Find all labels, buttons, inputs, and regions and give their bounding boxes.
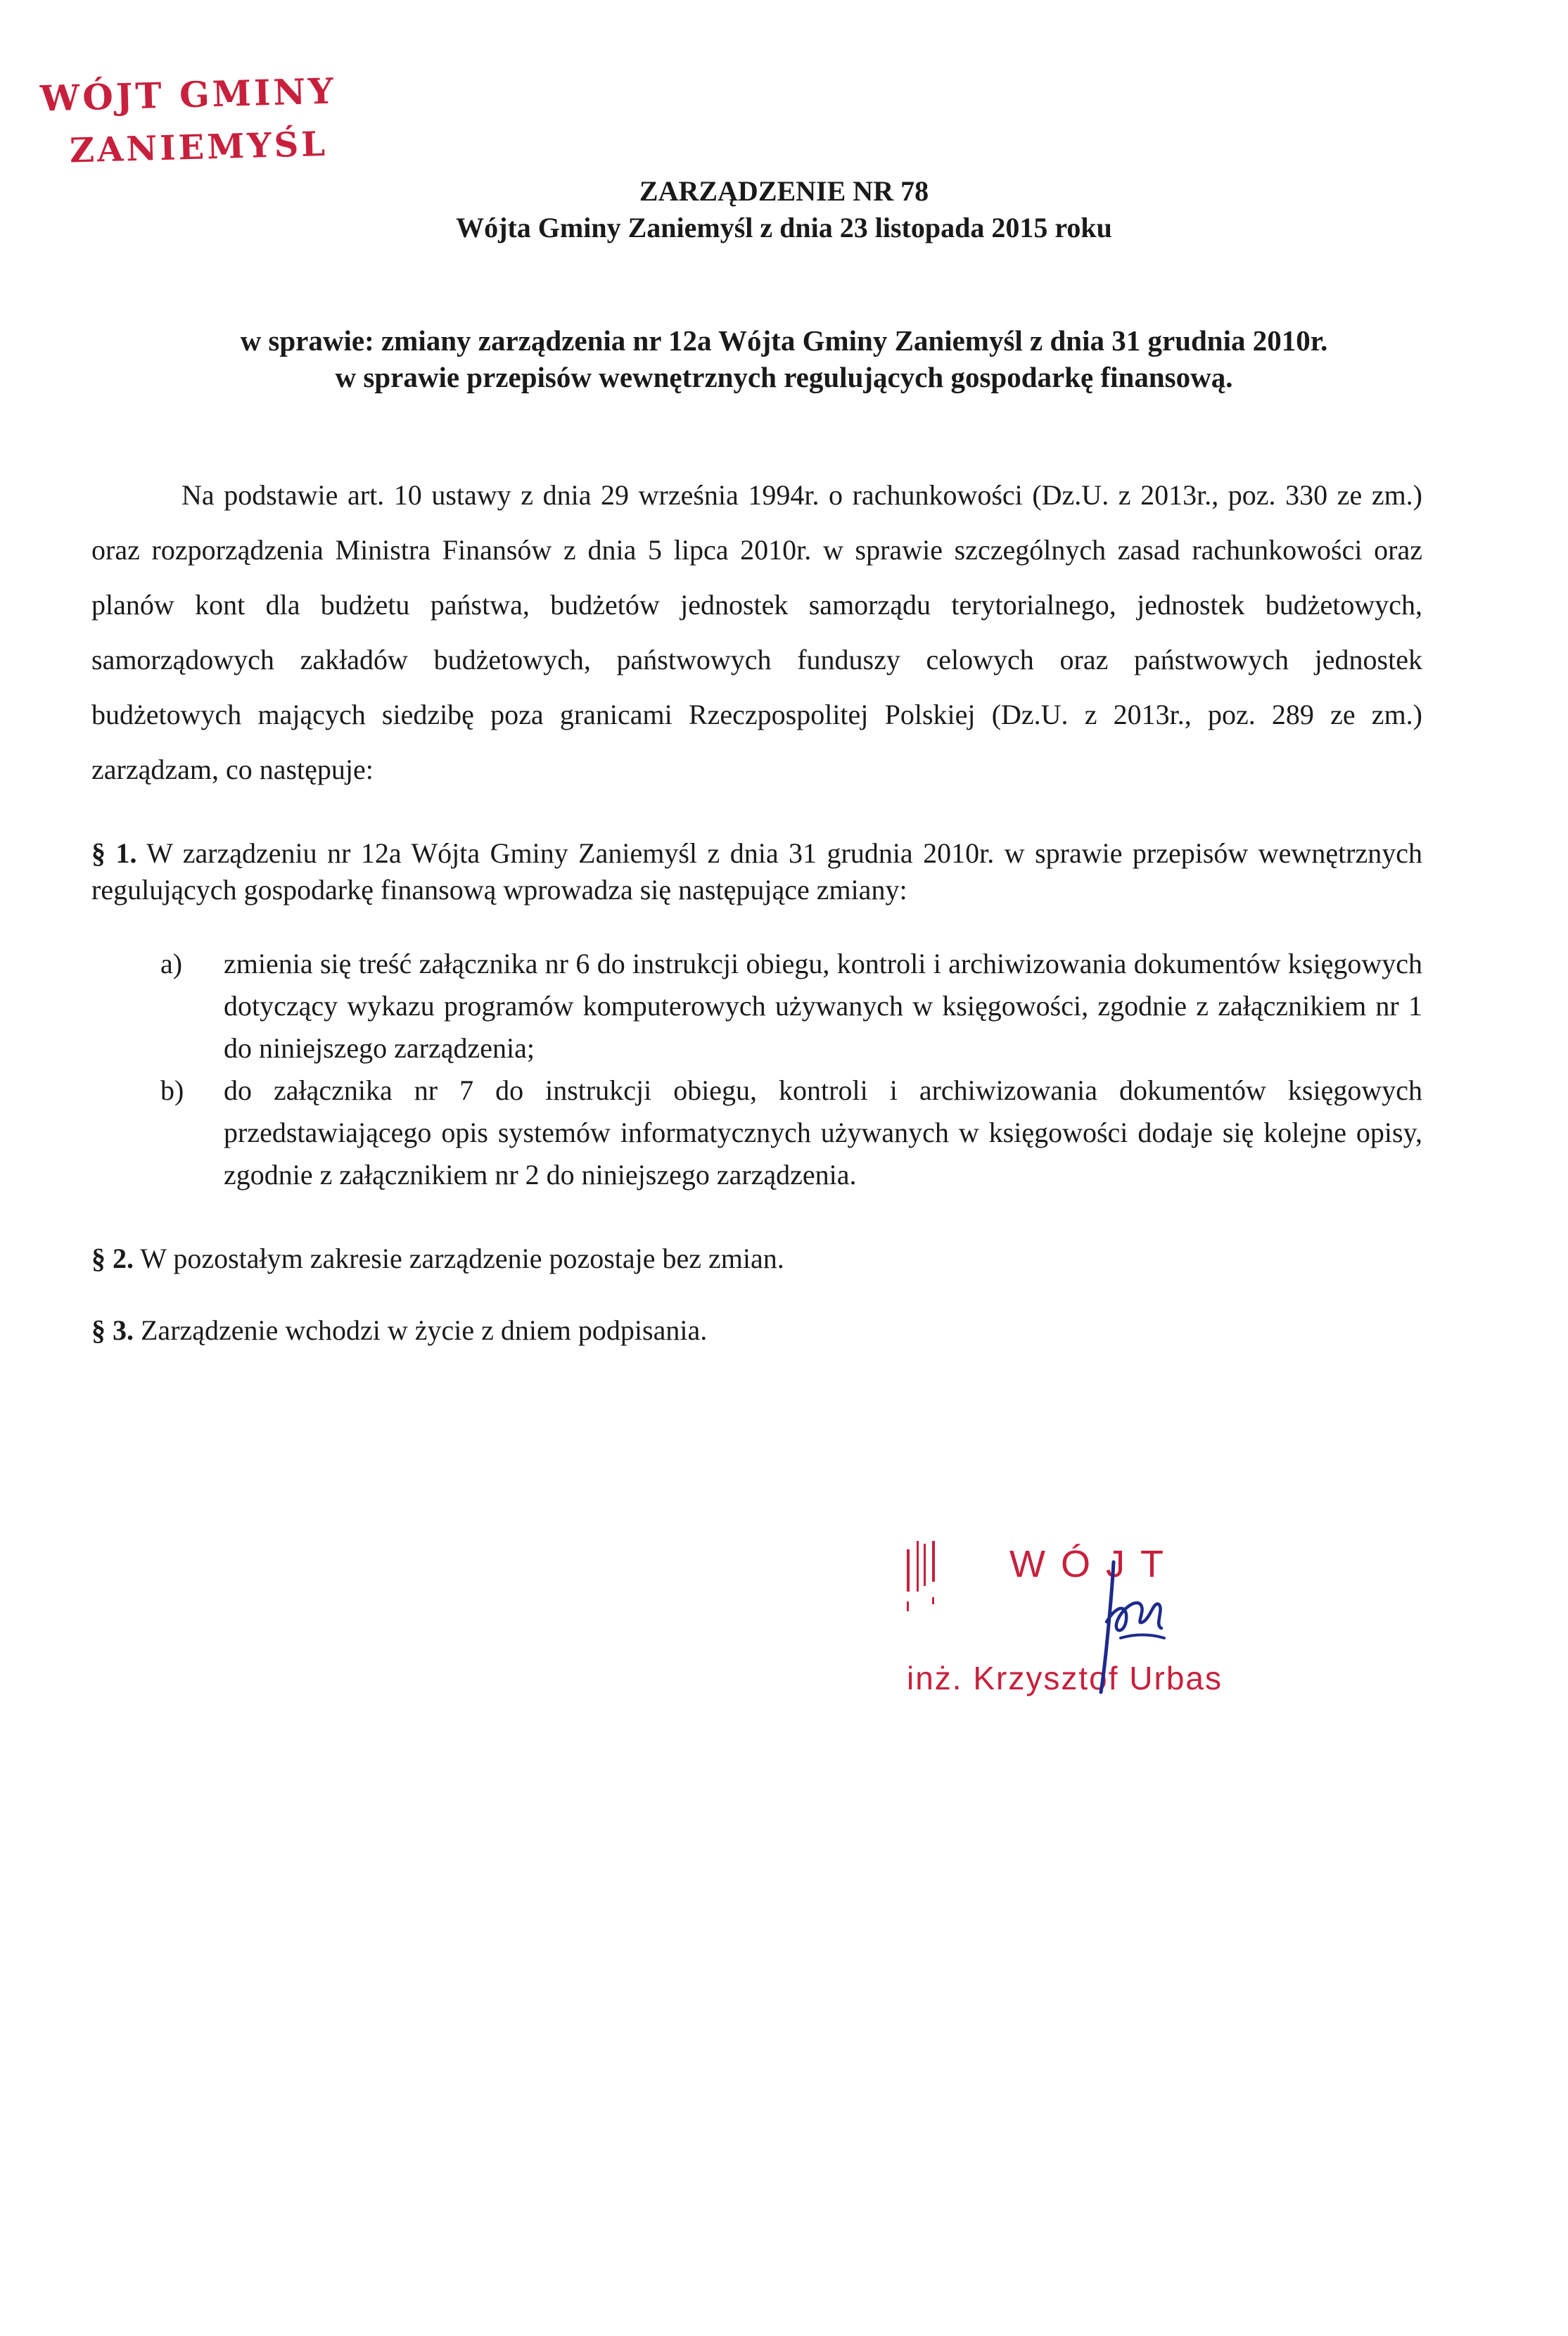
stamp-name: inż. Krzysztof Urbas bbox=[907, 1660, 1223, 1696]
preamble: Na podstawie art. 10 ustawy z dnia 29 września 1994r. o rachunkowości (Dz.U. z 2013r., poz. 330 ze zm.) oraz rozporządzenia Ministra Finansów z dnia 5 lipca 2010r. w sprawie szczególnych zasad rachunkowości oraz planów kont dla budżetu państwa, budżetów jednostek samorządu terytorialnego, jednostek budżetowych, samorządowych zakładów budżetowych, państwowych funduszy celowych oraz państwowych jednostek budżetowych mających siedzibę poza granicami Rzeczpospolitej Polskiej (Dz.U. z 2013r., poz. 289 ze zm.) zarządzam, co następuje: bbox=[91, 479, 1422, 785]
changes-list bbox=[160, 943, 1422, 1196]
stamp-line-1: WÓJT GMINY bbox=[39, 70, 337, 120]
stamp-bars-mark bbox=[904, 1541, 946, 1618]
municipal-stamp bbox=[39, 70, 338, 172]
list-item bbox=[160, 943, 1422, 1069]
list-item bbox=[160, 1069, 1422, 1196]
document-title: ZARZĄDZENIE NR 78 bbox=[639, 175, 929, 207]
stamp-line-2: ZANIEMYŚL bbox=[69, 124, 329, 171]
section-2-mark: § 2. bbox=[91, 1243, 134, 1274]
handwritten-signature bbox=[1085, 1555, 1170, 1696]
section-1-text: W zarządzeniu nr 12a Wójta Gminy Zaniemyśl z dnia 31 grudnia 2010r. w sprawie przepisów wewnętrznych regulujących gospodarkę finansową wprowadza się następujące zmiany: bbox=[91, 837, 1423, 906]
list-item-letter: a) bbox=[160, 948, 183, 979]
document-subtitle: Wójta Gminy Zaniemyśl z dnia 23 listopada 2015 roku bbox=[456, 212, 1112, 243]
section-2-text: W pozostałym zakresie zarządzenie pozostaje bez zmian. bbox=[140, 1243, 784, 1274]
section-3-mark: § 3. bbox=[91, 1314, 134, 1346]
list-item-text: zmienia się treść załącznika nr 6 do instrukcji obiegu, kontroli i archiwizowania dokumentów księgowych dotyczący wykazu programów komputerowych używanych w księgowości, zgodnie z załącznikiem nr 1 do niniejszego zarządzenia; bbox=[224, 948, 1422, 1064]
section-2 bbox=[91, 1240, 1422, 1277]
list-item-letter: b) bbox=[160, 1074, 184, 1106]
signature-stamp bbox=[904, 1534, 1326, 1717]
section-1 bbox=[91, 835, 1422, 908]
section-1-mark: § 1. bbox=[91, 837, 137, 869]
stamp-role: WÓJT bbox=[1009, 1543, 1179, 1585]
list-item-text: do załącznika nr 7 do instrukcji obiegu, kontroli i archiwizowania dokumentów księgowych przedstawiającego opis systemów informatycznych używanych w księgowości dodaje się kolejne opisy, zgodnie z załącznikiem nr 2 do niniejszego zarządzenia. bbox=[224, 1074, 1422, 1191]
section-3 bbox=[91, 1312, 1422, 1349]
subject-line-2: w sprawie przepisów wewnętrznych regulujących gospodarkę finansową. bbox=[335, 361, 1233, 393]
subject-line-1: w sprawie: zmiany zarządzenia nr 12a Wójta Gminy Zaniemyśl z dnia 31 grudnia 2010r. bbox=[240, 324, 1328, 357]
section-3-text: Zarządzenie wchodzi w życie z dniem podpisania. bbox=[141, 1314, 708, 1346]
